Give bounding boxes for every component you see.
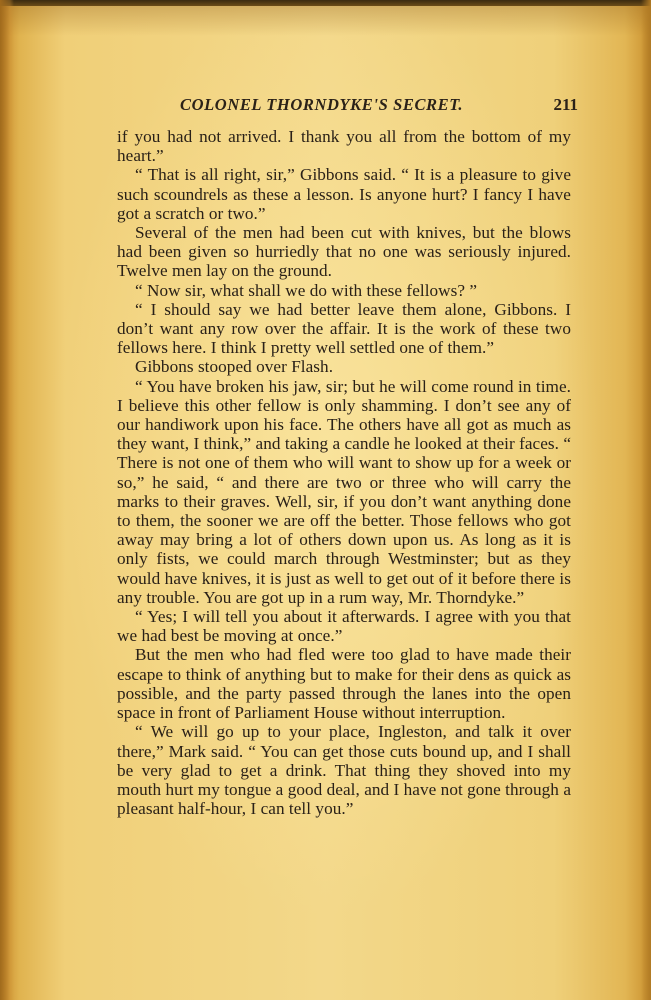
paragraph: “ We will go up to your place, Ingleston, and talk it over there,” Mark said. “ You can get those cuts bound up, and I shall be very glad to get a drink. That thing they shoved into my mouth hurt my tongue a good deal, and I have not gone through a pleasant half-hour, I can tell you.” [117, 722, 571, 819]
paragraph: “ You have broken his jaw, sir; but he will come round in time. I believe this other fellow is only shamming. I don’t see any of our handiwork upon his face. The others have all got as much as they want, I think,” and taking a candle he looked at their faces. “ There is not one of them who will want to show up for a week or so,” he said, “ and there are two or three who will carry the marks to their graves. Well, sir, if you don’t want anything done to them, the sooner we are off the better. Those fellows who got away may bring a lot of others down upon us. As long as it is only fists, we could march through Westminster; but as they would have knives, it is just as well to get out of it before there is any trouble. You are got up in a rum way, Mr. Thorndyke.” [117, 376, 571, 607]
paragraph: “ That is all right, sir,” Gibbons said. “ It is a pleasure to give such scoundrels as these a lesson. Is anyone hurt? I fancy I have got a scratch or two.” [117, 165, 571, 223]
page-number: 211 [553, 95, 578, 114]
page-gutter-edge [0, 0, 14, 1000]
running-title: COLONEL THORNDYKE'S SECRET. [180, 95, 464, 114]
paragraph: “ Yes; I will tell you about it afterwards. I agree with you that we had best be moving at once.” [117, 607, 571, 646]
body-text [117, 127, 571, 818]
running-header [118, 95, 578, 117]
paragraph: “ I should say we had better leave them alone, Gibbons. I don’t want any row over the affair. It is the work of these two fellows here. I think I pretty well settled one of them.” [117, 299, 571, 358]
paragraph: if you had not arrived. I thank you all from the bottom of my heart.” [117, 127, 571, 166]
paragraph: Several of the men had been cut with knives, but the blows had been given so hurriedly that no one was seriously injured. Twelve men lay on the ground. [117, 223, 571, 281]
page-outer-edge [641, 0, 651, 1000]
paragraph: “ Now sir, what shall we do with these fellows? ” [135, 280, 478, 300]
page-top-shadow [0, 6, 651, 36]
paragraph: But the men who had fled were too glad to have made their escape to think of anything but to make for their dens as quick as possible, and the party passed through the lanes into the open space in front of Parliament House without interruption. [117, 645, 571, 723]
paragraph: Gibbons stooped over Flash. [135, 357, 334, 377]
